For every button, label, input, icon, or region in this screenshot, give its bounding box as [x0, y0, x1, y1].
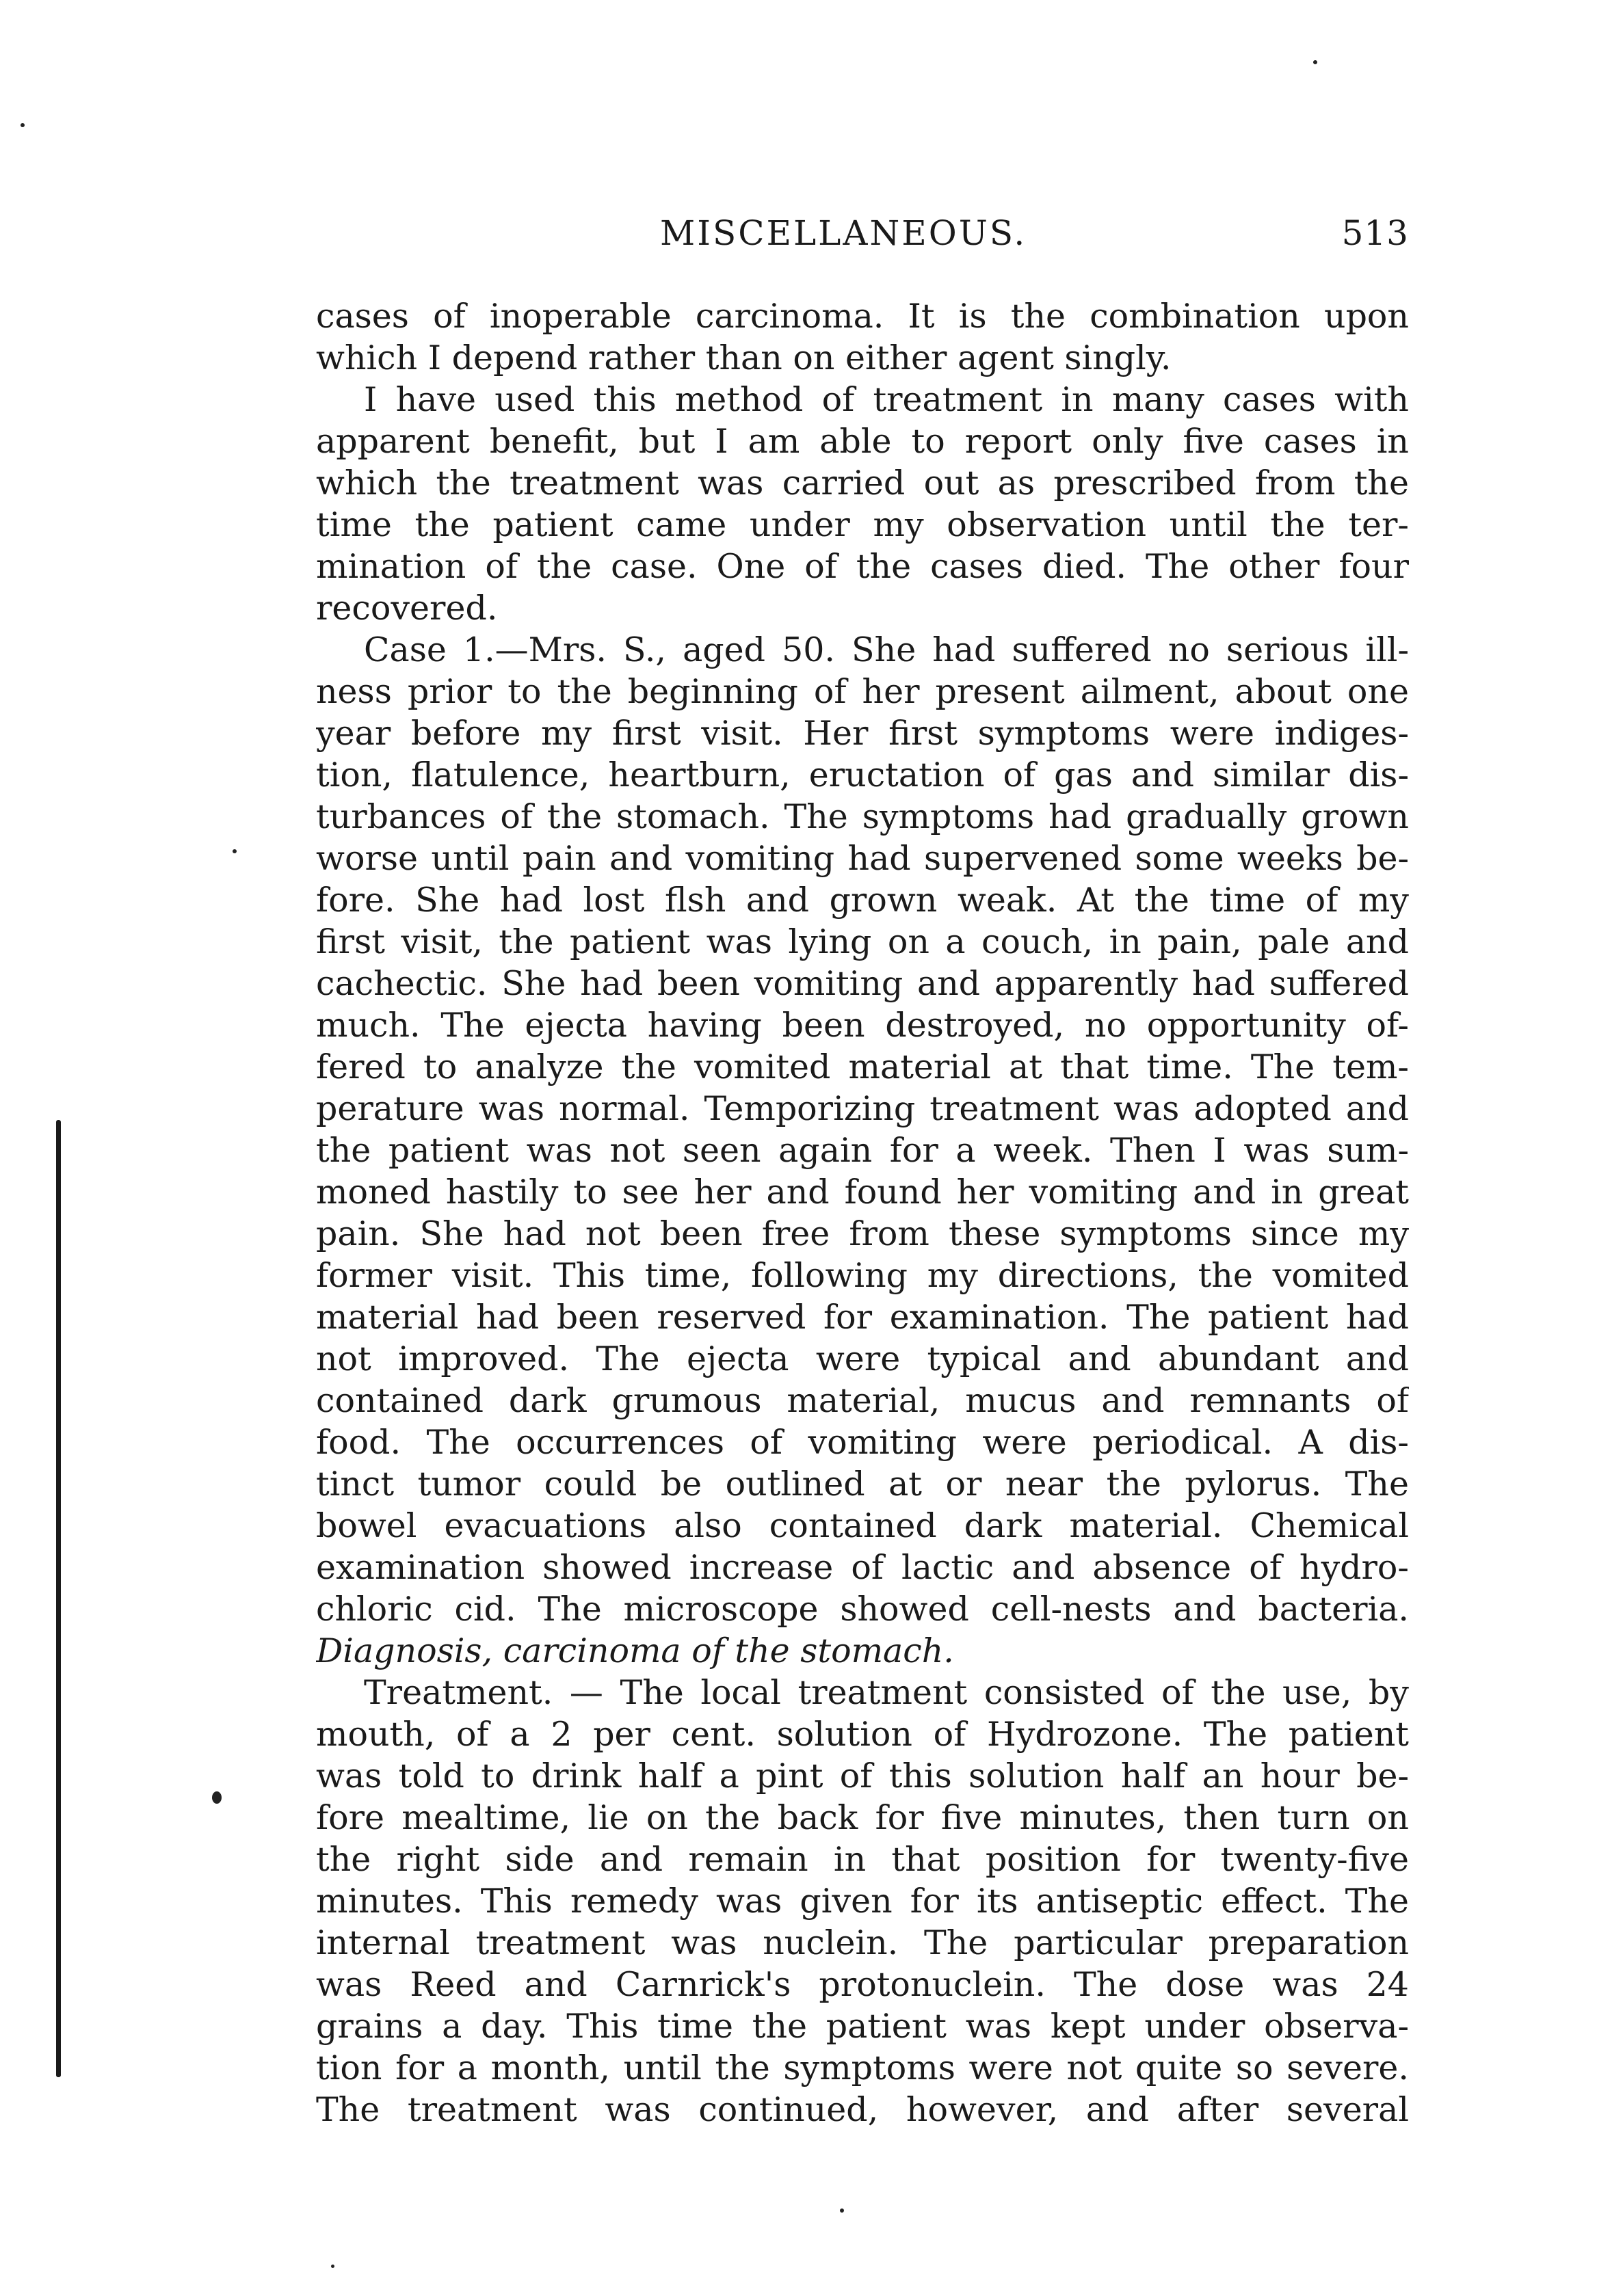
text-line: not improved. The ejecta were typical and abundant and: [316, 1339, 1409, 1378]
text-line: internal treatment was nuclein. The particular preparation: [316, 1923, 1409, 1962]
text-line: contained dark grumous material, mucus and remnants of: [316, 1381, 1409, 1420]
text-line: tion, flatulence, heartburn, eructation of gas and similar dis-: [316, 756, 1409, 795]
ink-speck: [1313, 60, 1317, 64]
text-line: fered to analyze the vomited material at that time. The tem-: [316, 1047, 1409, 1086]
text-line: fore. She had lost flsh and grown weak. At the time of my: [316, 881, 1409, 920]
text-line: turbances of the stomach. The symptoms had gradually grown: [316, 797, 1409, 836]
text-line: mouth, of a 2 per cent. solution of Hydrozone. The patient: [316, 1715, 1409, 1754]
text-line: Treatment. — The local treatment consisted of the use, by: [364, 1673, 1409, 1712]
ink-speck: [331, 2265, 334, 2268]
text-line: apparent benefit, but I am able to report only five cases in: [316, 422, 1409, 461]
text-line: was Reed and Carnrick's protonuclein. The dose was 24: [316, 1965, 1409, 2004]
text-line: perature was normal. Temporizing treatment was adopted and: [316, 1089, 1409, 1128]
text-line: moned hastily to see her and found her vomiting and in great: [316, 1173, 1409, 1212]
text-line: first visit, the patient was lying on a couch, in pain, pale and: [316, 922, 1409, 961]
body-text: [316, 295, 1409, 2131]
text-line: tion for a month, until the symptoms were not quite so severe.: [316, 2048, 1409, 2087]
text-line: bowel evacuations also contained dark material. Chemical: [316, 1506, 1409, 1545]
running-head: [315, 205, 1416, 267]
ink-speck: [212, 1791, 222, 1804]
text-line: minutes. This remedy was given for its antiseptic effect. The: [316, 1882, 1409, 1921]
text-line: I have used this method of treatment in many cases with: [364, 380, 1409, 419]
text-line: cases of inoperable carcinoma. It is the combination upon: [316, 297, 1409, 336]
ink-speck: [840, 2208, 844, 2213]
text-line: examination showed increase of lactic and absence of hydro-: [316, 1548, 1409, 1587]
text-line: recovered.: [316, 589, 498, 628]
text-line: Case 1.—Mrs. S., aged 50. She had suffered no serious ill-: [364, 630, 1409, 669]
text-line: time the patient came under my observation until the ter-: [316, 505, 1409, 544]
text-line: Diagnosis, carcinoma of the stomach.: [316, 1631, 954, 1670]
text-line: The treatment was continued, however, and after several: [316, 2090, 1409, 2129]
text-line: which I depend rather than on either agent singly.: [316, 338, 1172, 377]
text-line: fore mealtime, lie on the back for five minutes, then turn on: [316, 1798, 1409, 1837]
text-line: tinct tumor could be outlined at or near the pylorus. The: [316, 1465, 1409, 1504]
text-line: chloric cid. The microscope showed cell-nests and bacteria.: [316, 1590, 1409, 1629]
text-line: material had been reserved for examination. The patient had: [316, 1298, 1409, 1337]
text-line: former visit. This time, following my directions, the vomited: [316, 1256, 1409, 1295]
page-number: 513: [1341, 213, 1409, 253]
text-line: ness prior to the beginning of her present ailment, about one: [316, 672, 1409, 711]
text-line: cachectic. She had been vomiting and apparently had suffered: [316, 964, 1409, 1003]
text-line: worse until pain and vomiting had supervened some weeks be-: [316, 839, 1409, 878]
text-line: year before my first visit. Her first symptoms were indiges-: [316, 714, 1409, 753]
text-line: pain. She had not been free from these symptoms since my: [316, 1214, 1409, 1253]
text-line: much. The ejecta having been destroyed, no opportunity of-: [316, 1006, 1409, 1045]
text-line: mination of the case. One of the cases died. The other four: [316, 547, 1409, 586]
margin-mark: [56, 1120, 61, 2077]
ink-speck: [233, 849, 237, 853]
text-line: grains a day. This time the patient was kept under observa-: [316, 2007, 1409, 2046]
text-line: the right side and remain in that position for twenty-five: [316, 1840, 1409, 1879]
text-line: was told to drink half a pint of this solution half an hour be-: [316, 1757, 1409, 1796]
ink-speck: [21, 123, 25, 127]
text-line: which the treatment was carried out as prescribed from the: [316, 464, 1409, 503]
text-line: food. The occurrences of vomiting were periodical. A dis-: [316, 1423, 1409, 1462]
running-head-title: MISCELLANEOUS.: [660, 213, 1027, 253]
text-line: the patient was not seen again for a week. Then I was sum-: [316, 1131, 1409, 1170]
